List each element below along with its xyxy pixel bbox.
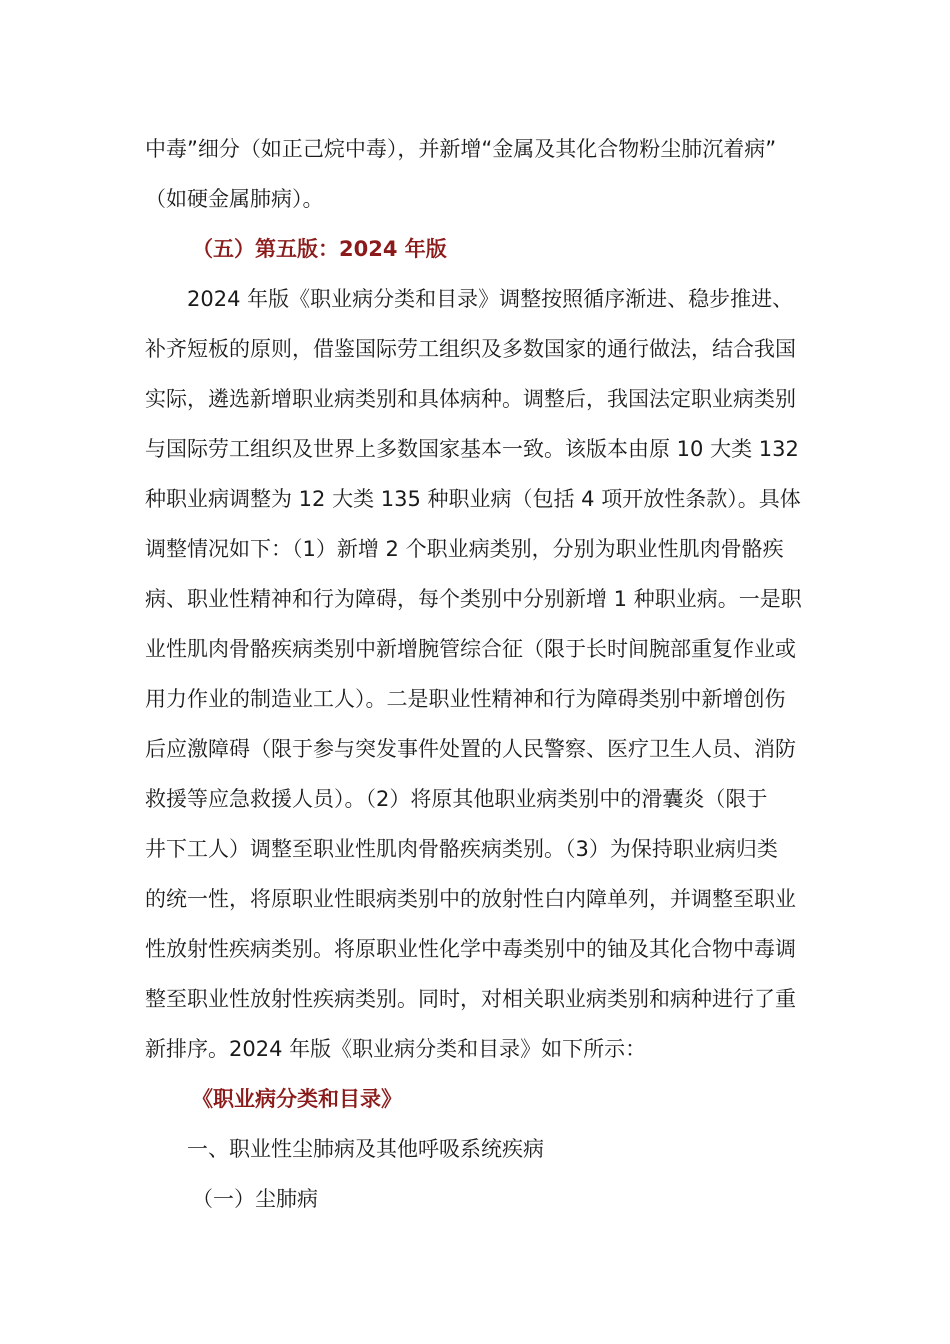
paragraph-line-4: 与国际劳工组织及世界上多数国家基本一致。该版本由原 10 大类 132 (145, 437, 799, 461)
paragraph-line-10: 后应激障碍（限于参与突发事件处置的人民警察、医疗卫生人员、消防 (145, 737, 796, 761)
paragraph-line-1: 2024 年版《职业病分类和目录》调整按照循序渐进、稳步推进、 (187, 287, 794, 311)
paragraph-line-8: 业性肌肉骨骼疾病类别中新增腕管综合征（限于长时间腕部重复作业或 (145, 637, 796, 661)
paragraph-line-11: 救援等应急救援人员）。（2）将原其他职业病类别中的滑囊炎（限于 (145, 787, 768, 811)
paragraph-line-13: 的统一性，将原职业性眼病类别中的放射性白内障单列，并调整至职业 (145, 887, 796, 911)
section-heading: （五）第五版：2024 年版 (192, 237, 447, 261)
paragraph-line-6: 调整情况如下：（1）新增 2 个职业病类别，分别为职业性肌肉骨骼疾 (145, 537, 784, 561)
catalog-title: 《职业病分类和目录》 (192, 1087, 402, 1111)
subcategory-heading-1: （一）尘肺病 (192, 1187, 318, 1211)
paragraph-line-7: 病、职业性精神和行为障碍，每个类别中分别新增 1 种职业病。一是职 (145, 587, 802, 611)
category-heading-1: 一、职业性尘肺病及其他呼吸系统疾病 (187, 1137, 544, 1161)
paragraph-line-15: 整至职业性放射性疾病类别。同时，对相关职业病类别和病种进行了重 (145, 987, 796, 1011)
intro-line-2: （如硬金属肺病）。 (145, 187, 324, 211)
paragraph-line-16: 新排序。2024 年版《职业病分类和目录》如下所示： (145, 1037, 647, 1061)
paragraph-line-14: 性放射性疾病类别。将原职业性化学中毒类别中的铀及其化合物中毒调 (145, 937, 796, 961)
paragraph-line-9: 用力作业的制造业工人）。二是职业性精神和行为障碍类别中新增创伤 (145, 687, 786, 711)
paragraph-line-3: 实际，遴选新增职业病类别和具体病种。调整后，我国法定职业病类别 (145, 387, 796, 411)
intro-line-1: 中毒”细分（如正己烷中毒），并新增“金属及其化合物粉尘肺沉着病” (145, 137, 777, 161)
paragraph-line-5: 种职业病调整为 12 大类 135 种职业病（包括 4 项开放性条款）。具体 (145, 487, 801, 511)
paragraph-line-12: 井下工人）调整至职业性肌肉骨骼疾病类别。（3）为保持职业病归类 (145, 837, 778, 861)
paragraph-line-2: 补齐短板的原则，借鉴国际劳工组织及多数国家的通行做法，结合我国 (145, 337, 796, 361)
